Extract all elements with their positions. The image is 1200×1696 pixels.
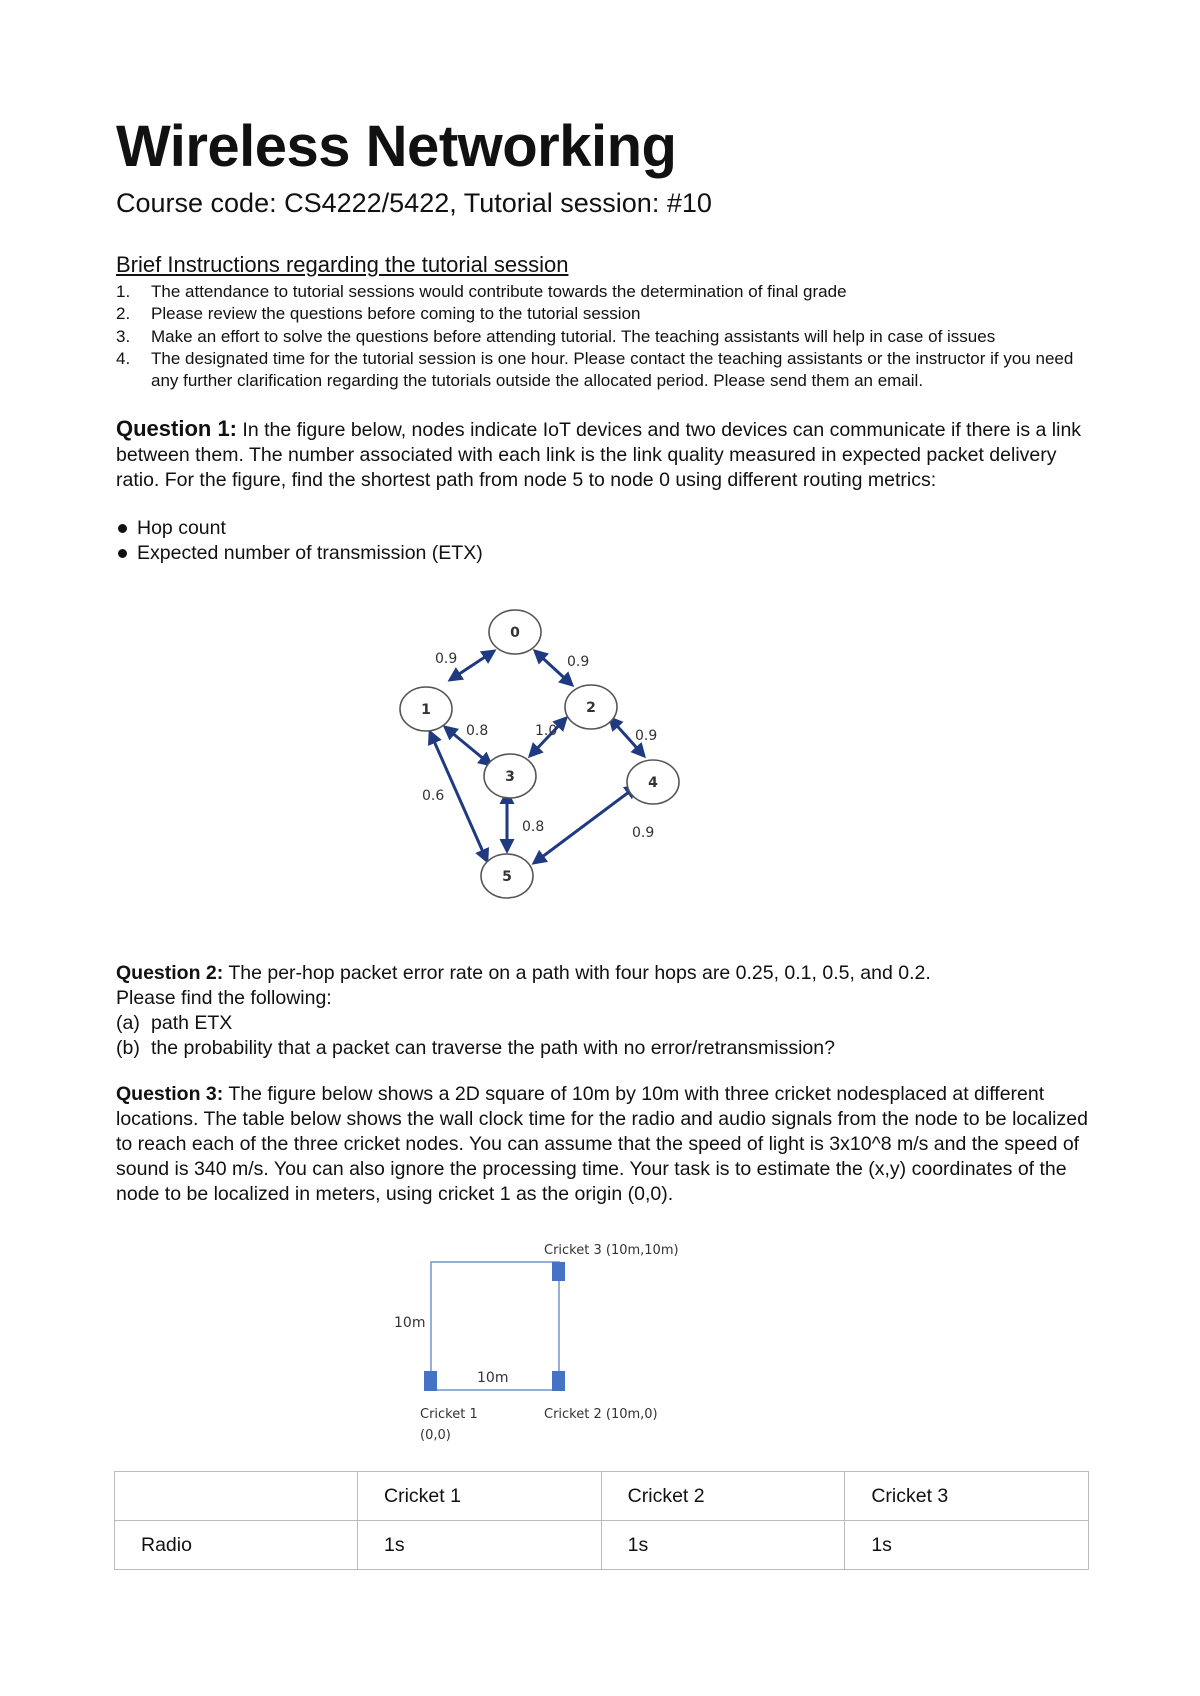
list-text: Please review the questions before coming to the tutorial session [151,304,641,324]
question-2-label: Question 2: [116,962,224,984]
question-3-text: The figure below shows a 2D square of 10m by 10m with three cricket nodesplaced at different locations. The table below shows the wall clock time for the radio and audio signals from the node to be localized to reach each of the three cricket nodes. You can assume that the speed of light is 3x10^8 m/s and the speed of sound is 340 m/s. You can also ignore the processing time. Your task is to estimate the (x,y) coordinates of the node to be localized in meters, using cricket 1 as the origin (0,0). [116,1083,1088,1205]
table-row [115,1521,1089,1570]
svg-text:3: 3 [505,769,515,785]
page-title: Wireless Networking [116,114,677,179]
instructions-heading: Brief Instructions regarding the tutorial session [116,252,569,277]
svg-text:5: 5 [502,869,512,885]
graph-node-5 [481,854,533,898]
side-label-bottom: 10m [477,1370,509,1386]
list-item [116,516,483,541]
question-2-text: The per-hop packet error rate on a path with four hops are 0.25, 0.1, 0.5, and 0.2. [223,962,931,984]
edge-4-5 [534,786,637,863]
graph-node-2 [565,685,617,729]
list-item [116,281,1096,303]
metric-bullets [116,516,483,566]
list-text: The attendance to tutorial sessions would contribute towards the determination of final grade [151,282,847,301]
svg-text:1: 1 [421,702,431,718]
cricket-2-node [552,1371,565,1391]
cricket-3-label: Cricket 3 (10m,10m) [544,1243,679,1258]
question-2-line2: Please find the following: [116,987,332,1009]
bullet-icon [118,524,127,533]
list-number: 1. [116,282,131,301]
graph-node-4 [627,760,679,804]
edge-label: 0.9 [632,825,655,841]
table-cell: Cricket 2 [601,1472,845,1521]
list-number: 3. [116,326,131,346]
network-graph [390,600,690,910]
edge-label: 0.8 [522,819,545,835]
cricket-1-node [424,1371,437,1391]
list-number: (a) [116,1012,140,1034]
list-text: Make an effort to solve the questions before attending tutorial. The teaching assistants will help in case of issues [151,326,996,346]
question-1 [116,416,1096,493]
cricket-3-node [552,1262,565,1281]
question-1-label: Question 1: [116,416,238,441]
cricket-2-label: Cricket 2 (10m,0) [544,1407,658,1422]
graph-node-3 [484,754,536,798]
edge-label: 0.9 [635,728,658,744]
question-3-label: Question 3: [116,1083,224,1105]
table-cell: 1s [601,1521,845,1570]
cricket-square-figure [380,1230,710,1450]
cricket-1-label: Cricket 1 [420,1407,478,1422]
list-number: 4. [116,348,131,368]
table-cell: 1s [358,1521,602,1570]
list-item [116,348,1096,393]
bullet-text: Expected number of transmission (ETX) [137,542,483,564]
table-cell: Cricket 1 [358,1472,602,1521]
list-item [116,1011,1096,1036]
list-item [116,541,483,566]
table-cell: Cricket 3 [845,1472,1089,1521]
list-number: 2. [116,304,131,324]
course-subtitle: Course code: CS4222/5422, Tutorial session: #10 [116,188,712,218]
instructions-list [116,281,1096,392]
list-number: (b) [116,1037,140,1059]
question-1-text: In the figure below, nodes indicate IoT devices and two devices can communicate if there is a link between them. The number associated with each link is the link quality measured in expected packet delivery ratio. For the figure, find the shortest path from node 5 to node 0 using different routing metrics: [116,419,1082,491]
table-cell: Radio [115,1521,358,1570]
timing-table [114,1471,1089,1570]
table-cell: 1s [845,1521,1089,1570]
list-text: path ETX [151,1012,233,1034]
edge-label: 1.0 [535,723,558,739]
graph-node-0 [489,610,541,654]
side-label-left: 10m [394,1315,426,1331]
list-text: the probability that a packet can traverse the path with no error/retransmission? [151,1037,835,1059]
bullet-text: Hop count [137,517,226,539]
cricket-1-coord: (0,0) [420,1428,451,1443]
table-cell [115,1472,358,1521]
table-header-row [115,1472,1089,1521]
svg-text:2: 2 [586,700,596,716]
svg-text:4: 4 [648,775,658,791]
svg-text:0: 0 [510,625,520,641]
bullet-icon [118,549,127,558]
edge-label: 0.6 [422,788,445,804]
edge-label: 0.9 [567,654,590,670]
graph-node-1 [400,687,452,731]
edge-label: 0.9 [435,651,458,667]
list-text: The designated time for the tutorial session is one hour. Please contact the teaching assistants or the instructor if you need any further clarification regarding the tutorials outside the allocated period. Please send them an email. [151,348,1074,391]
edge-label: 0.8 [466,723,489,739]
list-item [116,326,1096,348]
question-3 [116,1082,1096,1207]
list-item [116,1036,1096,1061]
question-2 [116,961,1096,1061]
list-item [116,303,1096,325]
